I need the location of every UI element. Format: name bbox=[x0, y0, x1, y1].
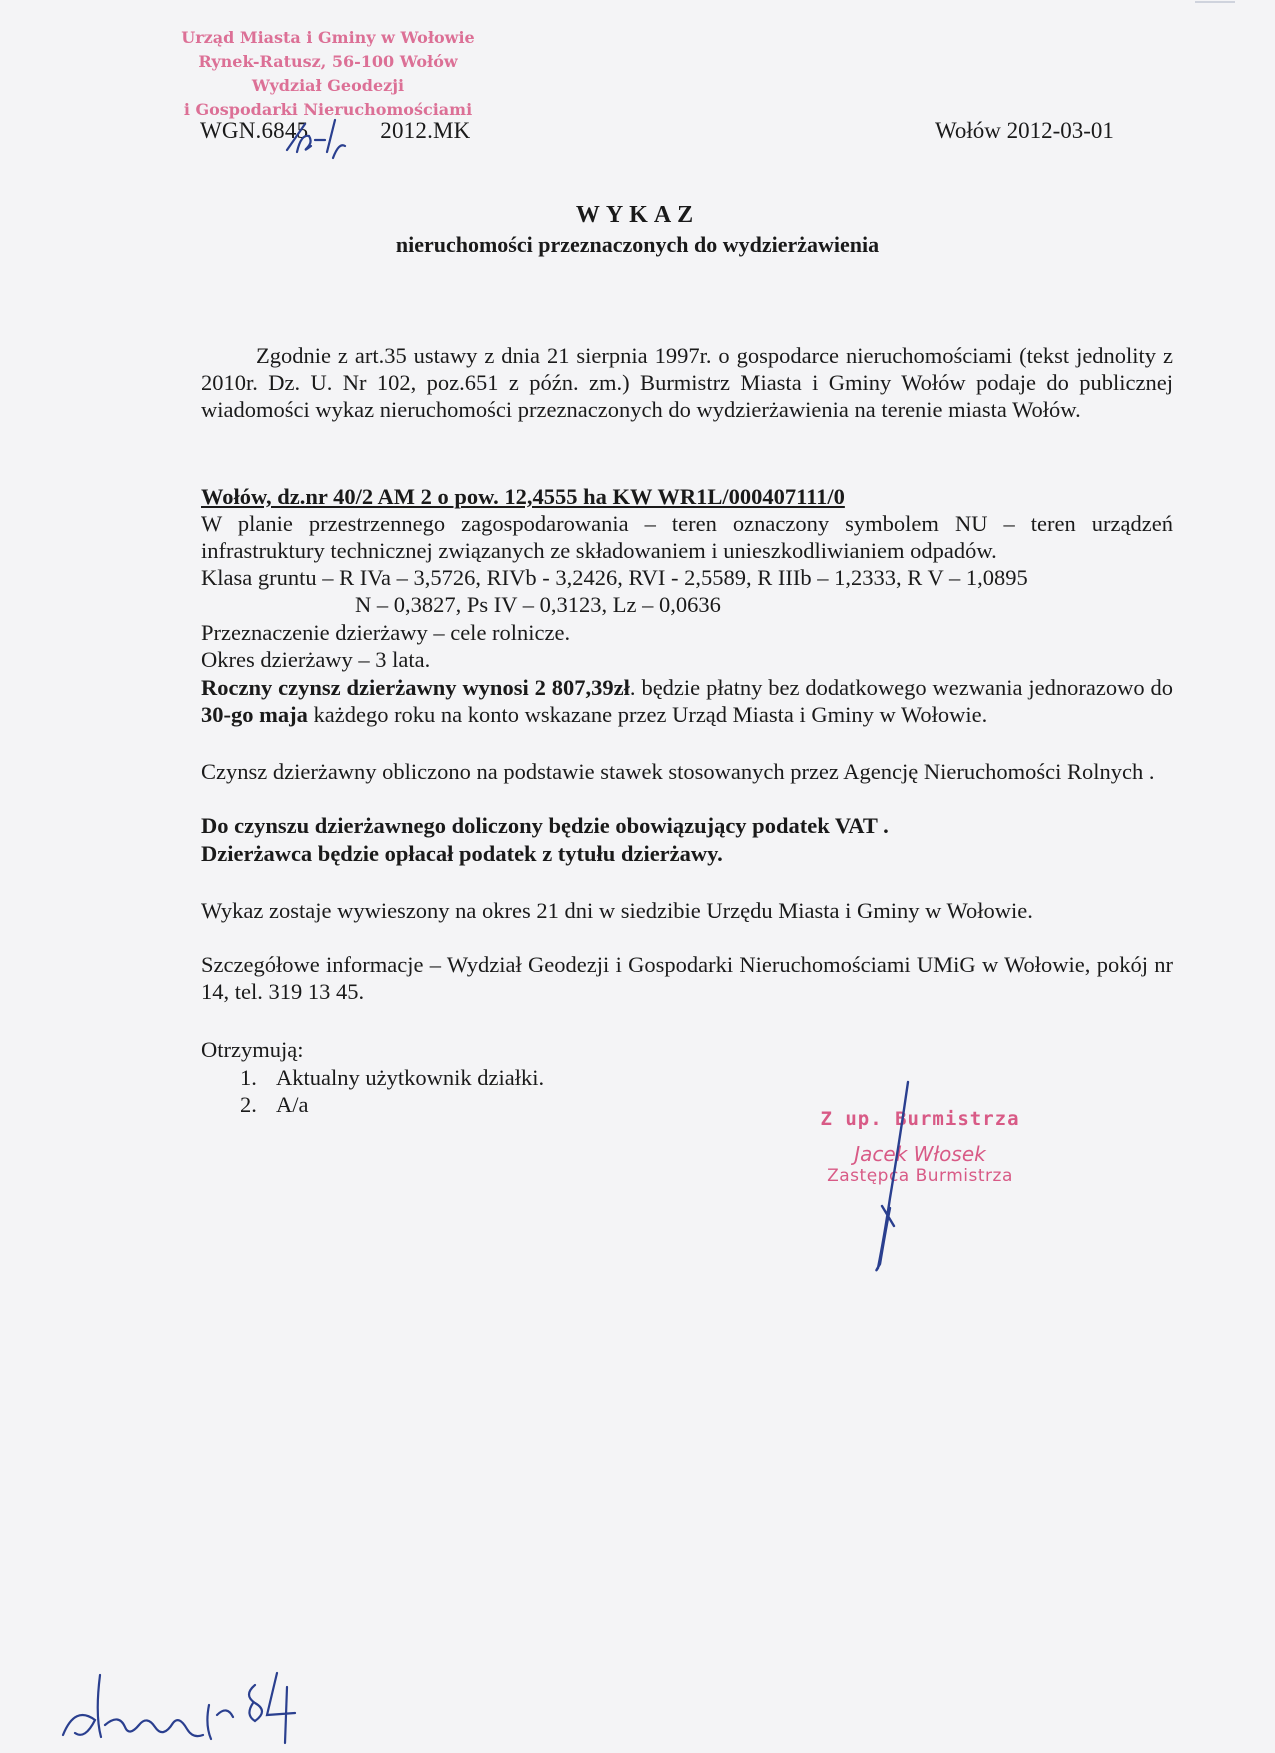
place-date: Wołów 2012-03-01 bbox=[935, 118, 1114, 143]
signatory-role: Zastępca Burmistrza bbox=[827, 1166, 1013, 1186]
contact-details: Szczegółowe informacje – Wydział Geodezji i Gospodarki Nieruchomościami UMiG w Wołowie, pokój nr 14, tel. 319 13 45. bbox=[201, 952, 1173, 1004]
recipients-label: Otrzymują: bbox=[201, 1037, 304, 1062]
handwritten-initials bbox=[55, 1665, 315, 1750]
annual-rent-paragraph bbox=[201, 674, 1173, 728]
soil-class-line: N – 0,3827, Ps IV – 0,3123, Lz – 0,0636 bbox=[355, 592, 721, 617]
annual-rent-amount: Roczny czynsz dzierżawny wynosi 2 807,39zł bbox=[201, 675, 630, 700]
plot-heading: Wołów, dz.nr 40/2 AM 2 o pow. 12,4555 ha KW WR1L/000407111/0 bbox=[201, 484, 845, 509]
rent-deadline: 30-go maja bbox=[201, 702, 308, 727]
rent-text: każdego roku na konto wskazane przez Urząd Miasta i Gminy w Wołowie. bbox=[307, 702, 988, 727]
rent-text: . będzie płatny bez dodatkowego wezwania jednorazowo do bbox=[629, 675, 1173, 700]
stamp-line: Wydział Geodezji bbox=[251, 76, 405, 95]
signatory-name: Jacek Włosek bbox=[854, 1142, 986, 1166]
recipient-item bbox=[240, 1064, 544, 1091]
recipient-item bbox=[240, 1091, 309, 1118]
soil-classes bbox=[201, 564, 1173, 618]
recipient-text: Aktualny użytkownik działki. bbox=[276, 1065, 545, 1090]
vat-note: Do czynszu dzierżawnego doliczony będzie obowiązujący podatek VAT . bbox=[201, 813, 889, 838]
recipient-number: 1. bbox=[240, 1065, 257, 1090]
handwritten-signature bbox=[860, 1078, 920, 1278]
recipient-text: A/a bbox=[276, 1092, 309, 1117]
signature-title: Z up. Burmistrza bbox=[820, 1108, 1020, 1130]
posting-note: Wykaz zostaje wywieszony na okres 21 dni w siedzibie Urzędu Miasta i Gminy w Wołowie. bbox=[201, 898, 1033, 923]
tenant-tax-note: Dzierżawca będzie opłacał podatek z tytułu dzierżawy. bbox=[201, 841, 723, 866]
office-stamp bbox=[178, 26, 478, 122]
recipient-number: 2. bbox=[240, 1092, 257, 1117]
reference-suffix: 2012.MK bbox=[380, 118, 471, 143]
lease-purpose: Przeznaczenie dzierżawy – cele rolnicze. bbox=[201, 620, 571, 645]
scan-edge-mark bbox=[1195, 0, 1235, 6]
stamp-line: Rynek-Ratusz, 56-100 Wołów bbox=[198, 52, 458, 71]
zoning-plan-text: W planie przestrzennego zagospodarowania – teren oznaczony symbolem NU – teren urządzeń infrastruktury technicznej związanych ze składowaniem i unieszkodliwianiem odpadów. bbox=[201, 511, 1173, 563]
reference-prefix: WGN.6845 bbox=[200, 118, 309, 143]
document-title: WYKAZ bbox=[575, 202, 700, 228]
signature-stamp bbox=[770, 1108, 1070, 1186]
stamp-line: Urząd Miasta i Gminy w Wołowie bbox=[181, 28, 475, 47]
intro-paragraph: Zgodnie z art.35 ustawy z dnia 21 sierpnia 1997r. o gospodarce nieruchomościami (tekst jednolity z 2010r. Dz. U. Nr 102, poz.651 z późn. zm.) Burmistrz Miasta i Gminy Wołów podaje do publicznej wiadomości wykaz nieruchomości przeznaczonych do wydzierżawienia na terenie miasta Wołów. bbox=[201, 343, 1173, 422]
rent-calculation-note: Czynsz dzierżawny obliczono na podstawie stawek stosowanych przez Agencję Nieruchomości Rolnych . bbox=[201, 759, 1155, 784]
handwritten-reference-mark bbox=[283, 112, 351, 162]
document-subtitle: nieruchomości przeznaczonych do wydzierżawienia bbox=[395, 232, 880, 257]
soil-class-line: Klasa gruntu – R IVa – 3,5726, RIVb - 3,2426, RVI - 2,5589, R IIIb – 1,2333, R V – 1,0895 bbox=[201, 565, 1028, 590]
stamp-line: i Gospodarki Nieruchomościami bbox=[183, 100, 473, 119]
lease-period: Okres dzierżawy – 3 lata. bbox=[201, 647, 431, 672]
